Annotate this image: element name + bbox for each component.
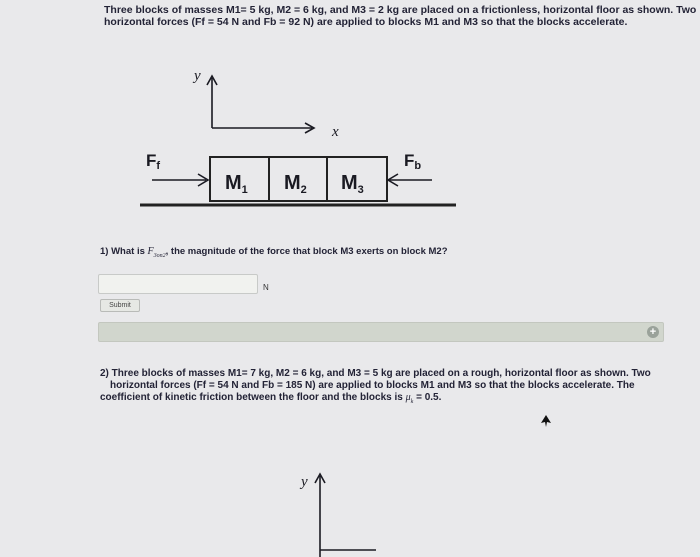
expand-answer-bar[interactable] — [98, 322, 664, 342]
block-m1-label: $M_1$ — [225, 172, 248, 196]
y-axis-2-label: y — [301, 474, 308, 490]
problem-1-line-1: Three blocks of masses M1= 5 kg, M2 = 6 kg, and M3 = 2 kg are placed on a frictionless, horizontal floor as shown. Two — [104, 4, 697, 16]
block-m3-label: $M_3$ — [341, 172, 364, 196]
force-right-label: Fb — [404, 151, 422, 172]
blocks — [210, 157, 387, 201]
problem-2-line-1: 2) Three blocks of masses M1= 7 kg, M2 = 6 kg, and M3 = 5 kg are placed on a rough, horizontal floor as shown. Two — [100, 368, 651, 379]
question-1-prefix: 1) What is — [100, 246, 148, 257]
x-axis-label: x — [332, 124, 339, 140]
problem-2-line-2: horizontal forces (Ff = 54 N and Fb = 185 N) are applied to blocks M1 and M3 so that the blocks accelerate. The — [110, 380, 635, 391]
problem-1-line-2: horizontal forces (Ff = 54 N and Fb = 92 N) are applied to blocks M1 and M3 so that the blocks accelerate. — [104, 16, 628, 28]
plus-icon[interactable]: + — [647, 326, 659, 338]
problem-2-line-3: coefficient of kinetic friction between the floor and the blocks is $\mu_k = 0.5$. — [100, 392, 442, 405]
axes-1 — [192, 68, 339, 140]
force-symbol: $F_{3on2}$ — [147, 246, 166, 259]
block-m2-label: $M_2$ — [284, 172, 307, 196]
answer-input[interactable] — [98, 274, 258, 294]
force-right — [388, 151, 432, 186]
question-1-suffix: , the magnitude of the force that block M3 exerts on block M2? — [165, 246, 448, 257]
axes-2 — [299, 474, 376, 557]
question-1-text — [100, 246, 448, 259]
problem-2-statement — [100, 368, 660, 408]
y-axis-label: y — [194, 68, 201, 84]
unit-label: N — [263, 283, 269, 292]
submit-button[interactable]: Submit — [100, 299, 140, 312]
mu-symbol: $\mu_k$ — [405, 392, 414, 405]
mouse-cursor-icon — [541, 415, 551, 427]
force-left-label: Ff — [146, 151, 161, 172]
force-left — [146, 151, 208, 186]
